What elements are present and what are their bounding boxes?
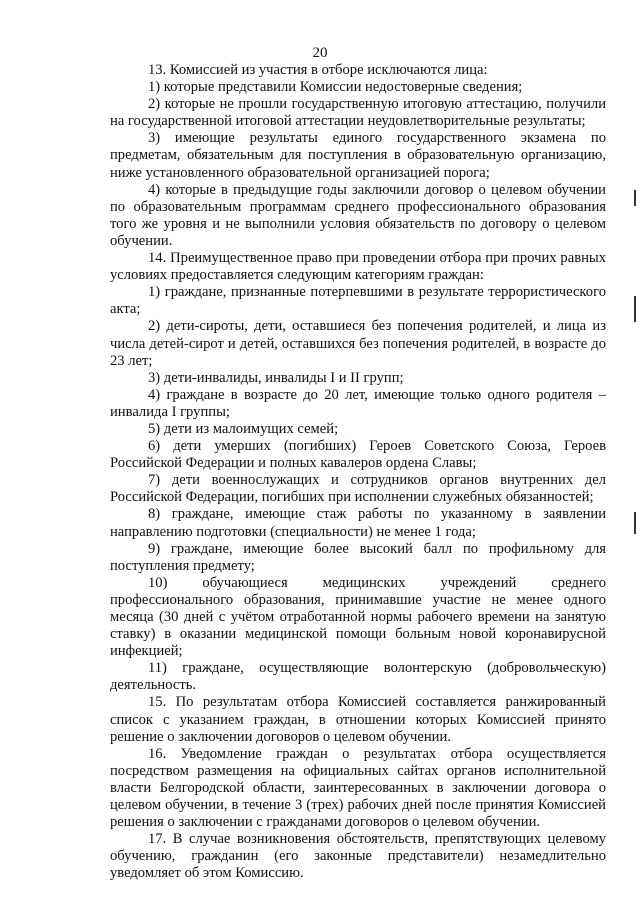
paragraph: 3) имеющие результаты единого государственного экзамена по предметам, обязательным для поступления в образовательную организацию, ниже установленного образовательной организацией порога; [110,130,606,181]
paragraph: 2) дети-сироты, дети, оставшиеся без попечения родителей, и лица из числа детей-сирот и детей, оставшихся без попечения родителей, в возрасте до 23 лет; [110,318,606,369]
paragraph: 16. Уведомление граждан о результатах отбора осуществляется посредством размещения на официальных сайтах органов исполнительной власти Белгородской области, заинтересованных в заключении договора о целевом обучении, в течение 3 (трех) рабочих дней после принятия Комиссией решения о заключении с гражданами договоров о целевом обучении. [110,745,606,831]
paragraph: 4) граждане в возрасте до 20 лет, имеющие только одного родителя – инвалида I группы; [110,386,606,420]
paragraph: 2) которые не прошли государственную итоговую аттестацию, получили на государственной итоговой аттестации неудовлетворительные результаты; [110,96,606,130]
paragraph: 8) граждане, имеющие стаж работы по указанному в заявлении направлению подготовки (специальности) не менее 1 года; [110,506,606,540]
page-number: 20 [312,45,328,61]
paragraph: 4) которые в предыдущие годы заключили договор о целевом обучении по образовательным программам среднего профессионального образования того же уровня и не выполнили условия обязательств по договору о целевом обучении. [110,181,606,249]
paragraph: 11) граждане, осуществляющие волонтерскую (добровольческую) деятельность. [110,660,606,694]
paragraph: 14. Преимущественное право при проведении отбора при прочих равных условиях предоставляется следующим категориям граждан: [110,250,606,284]
paragraph: 3) дети-инвалиды, инвалиды I и II групп; [148,369,404,386]
scan-edge-mark [634,190,636,206]
paragraph: 13. Комиссией из участия в отборе исключаются лица: [148,62,488,78]
scan-edge-mark [634,296,636,322]
paragraph: 10) обучающиеся медицинских учреждений среднего профессионального образования, принимавшие участие не менее одного месяца (30 дней с учётом отработанной нормы рабочего времени на занятую ставку) в оказании медицинской помощи больным новой коронавирусной инфекцией; [110,574,606,660]
scan-edge-mark [634,512,636,534]
paragraph: 1) которые представили Комиссии недостоверные сведения; [148,79,523,96]
paragraph: 7) дети военнослужащих и сотрудников органов внутренних дел Российской Федерации, погибших при исполнении служебных обязанностей; [110,472,606,506]
paragraph: 5) дети из малоимущих семей; [148,420,339,437]
paragraph: 15. По результатам отбора Комиссией составляется ранжированный список с указанием граждан, в отношении которых Комиссией принято решение о заключении договоров о целевом обучении. [110,694,606,745]
paragraph: 9) граждане, имеющие более высокий балл по профильному для поступления предмету; [110,540,606,574]
document-body [110,62,606,883]
paragraph: 6) дети умерших (погибших) Героев Советского Союза, Героев Российской Федерации и полных кавалеров ордена Славы; [110,438,606,472]
paragraph: 1) граждане, признанные потерпевшими в результате террористического акта; [110,284,606,318]
paragraph: 17. В случае возникновения обстоятельств, препятствующих целевому обучению, гражданин (его законные представители) незамедлительно уведомляет об этом Комиссию. [110,831,606,882]
